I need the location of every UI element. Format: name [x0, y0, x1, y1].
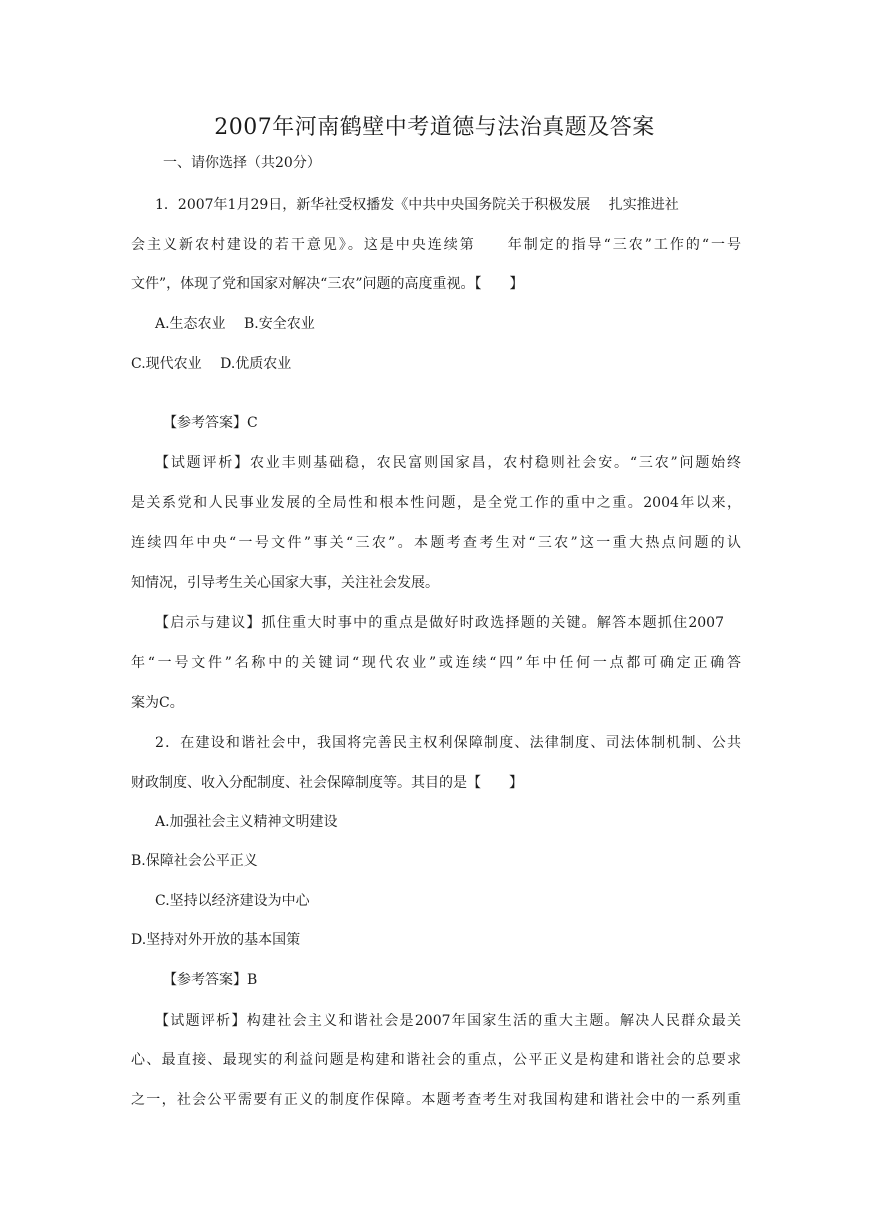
q1-tip-line-2: 年“一号文件”名称中的关键词“现代农业”或连续“四”年中任何一点都可确定正确答: [131, 655, 741, 671]
q2-answer: 【参考答案】B: [163, 972, 258, 988]
q2-stem-line-1: 2．在建设和谐社会中，我国将完善民主权利保障制度、法律制度、司法体制机制、公共: [155, 735, 741, 751]
q1-answer: 【参考答案】C: [163, 415, 258, 431]
q2-analysis-line-3: 之一，社会公平需要有正义的制度作保障。本题考查考生对我国构建和谐社会中的一系列重: [131, 1092, 741, 1108]
q2-option-c: C.坚持以经济建设为中心: [155, 893, 310, 909]
q1-analysis-line-4: 知情况，引导考生关心国家大事，关注社会发展。: [131, 575, 439, 591]
section-header: 一、请你选择（共20分）: [163, 155, 321, 171]
q2-option-b: B.保障社会公平正义: [131, 853, 258, 869]
q1-analysis-line-2: 是关系党和人民事业发展的全局性和根本性问题，是全党工作的重中之重。2004年以来，: [131, 495, 741, 511]
q1-analysis-line-3: 连续四年中央“一号文件”事关“三农”。本题考查考生对“三农”这一重大热点问题的认: [131, 535, 741, 551]
q1-stem-line-2: 会主义新农村建设的若干意见》。这是中央连续第 年制定的指导“三农”工作的“一号: [131, 237, 741, 253]
q2-analysis-line-1: 【试题评析】构建社会主义和谐社会是2007年国家生活的重大主题。解决人民群众最关: [155, 1013, 741, 1029]
q1-stem-line-1: 1．2007年1月29日，新华社受权播发《中共中央国务院关于积极发展 扎实推进社: [155, 197, 679, 213]
q1-analysis-line-1: 【试题评析】农业丰则基础稳，农民富则国家昌，农村稳则社会安。“三农”问题始终: [155, 455, 741, 471]
q1-options-cd: C.现代农业 D.优质农业: [131, 356, 292, 372]
page-title: 2007年河南鹤壁中考道德与法治真题及答案: [214, 115, 655, 140]
q2-option-a: A.加强社会主义精神文明建设: [155, 814, 338, 830]
q1-tip-line-1: 【启示与建议】抓住重大时事中的重点是做好时政选择题的关键。解答本题抓住2007: [155, 615, 724, 631]
q1-tip-line-3: 案为C。: [131, 695, 184, 711]
q1-options-ab: A.生态农业 B.安全农业: [155, 316, 315, 332]
q1-stem-line-3: 文件”，体现了党和国家对解决“三农”问题的高度重视。【 】: [131, 276, 524, 292]
q2-option-d: D.坚持对外开放的基本国策: [131, 932, 301, 948]
q2-stem-line-2: 财政制度、收入分配制度、社会保障制度等。其目的是【 】: [131, 775, 523, 791]
q2-analysis-line-2: 心、最直接、最现实的利益问题是构建和谐社会的重点，公平正义是构建和谐社会的总要求: [131, 1052, 741, 1068]
